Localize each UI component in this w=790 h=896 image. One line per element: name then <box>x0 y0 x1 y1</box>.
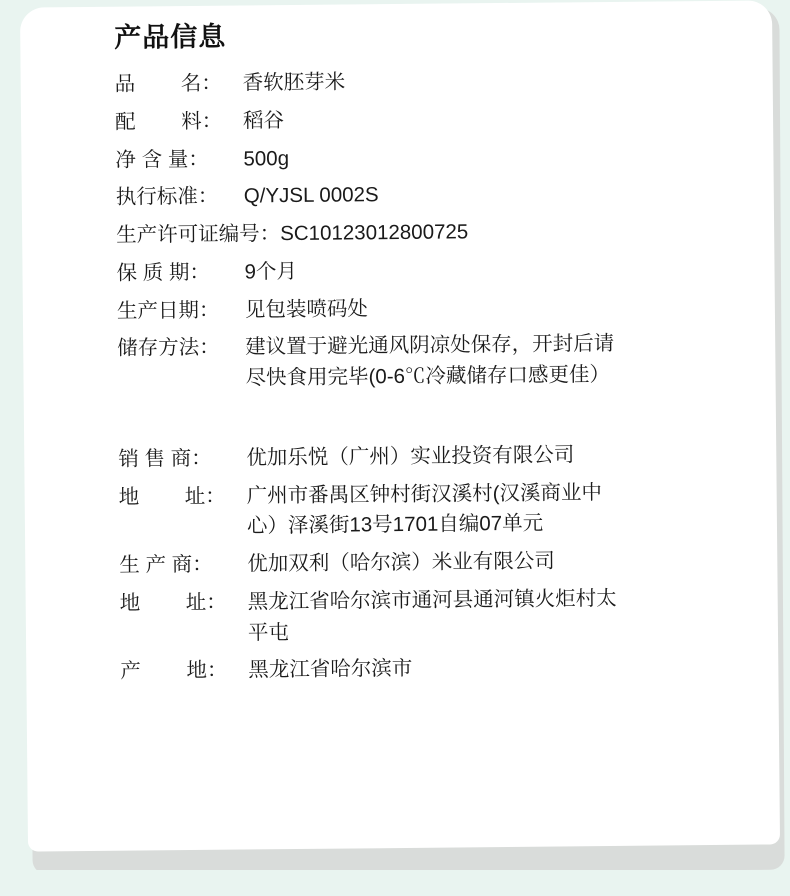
spec-label: 保 质 期： <box>116 260 211 285</box>
spec-value: Q/YJSL 0002S <box>243 183 379 208</box>
company-info-list <box>118 439 720 688</box>
card-inner <box>20 0 780 851</box>
spec-label: 净 含 量： <box>115 147 209 172</box>
company-label: 产 地： <box>120 659 228 684</box>
company-value <box>247 477 720 543</box>
page-title: 产品信息 <box>114 21 227 53</box>
spec-label: 储存方法： <box>117 336 220 361</box>
spec-row-standard <box>116 177 716 214</box>
spec-row-storage <box>117 328 718 395</box>
spec-value: 9个月 <box>244 259 298 284</box>
company-label: 生 产 商： <box>119 552 213 577</box>
spec-row-license-number <box>116 215 716 252</box>
company-value-line2: 平屯 <box>247 620 290 645</box>
company-value: 优加双利（哈尔滨）米业有限公司 <box>247 549 555 576</box>
spec-row-production-date <box>117 291 717 328</box>
company-row-distributor <box>118 439 718 476</box>
company-value-line1: 广州市番禺区钟村街汉溪村(汉溪商业中 <box>246 480 603 508</box>
company-value-line1: 黑龙江省哈尔滨市通河县通河镇火炬村太 <box>247 586 617 614</box>
spec-label: 品 名： <box>114 71 222 96</box>
company-row-distributor-address <box>119 477 720 544</box>
spec-label: 执行标准： <box>115 185 219 210</box>
spec-row-shelf-life <box>116 253 716 290</box>
company-value: 优加乐悦（广州）实业投资有限公司 <box>246 443 575 470</box>
company-label: 地 址： <box>118 484 226 509</box>
spec-value-line1: 建议置于避光通风阴凉处保存，开封后请 <box>245 332 615 359</box>
section-spacer <box>118 397 718 445</box>
card-content <box>114 15 720 695</box>
spec-label: 生产日期： <box>116 298 220 323</box>
spec-value: 香软胚芽米 <box>242 70 346 95</box>
spec-value: 见包装喷码处 <box>244 296 368 322</box>
product-info-card <box>20 0 780 851</box>
company-value <box>248 583 721 649</box>
spec-label: 生产许可证编号： <box>116 222 281 247</box>
company-value-line2: 心）泽溪街13号1701自编07单元 <box>246 511 544 538</box>
company-label: 销 售 商： <box>118 446 212 471</box>
spec-value: 稻谷 <box>242 108 285 133</box>
company-row-manufacturer-address <box>120 583 721 650</box>
product-spec-list <box>115 64 718 395</box>
company-row-manufacturer <box>119 545 719 582</box>
spec-value <box>245 328 718 394</box>
spec-row-net-weight <box>115 140 715 177</box>
company-label: 地 址： <box>119 590 227 615</box>
spec-row-product-name <box>115 64 715 101</box>
spec-row-ingredients <box>115 102 715 139</box>
spec-label: 配 料： <box>114 109 223 134</box>
company-value: 黑龙江省哈尔滨市 <box>248 657 413 682</box>
spec-value-line2: 尽快食用完毕(0-6℃冷藏储存口感更佳） <box>245 363 611 390</box>
spec-value: 500g <box>243 146 290 171</box>
company-row-origin <box>120 651 720 688</box>
spec-value: SC10123012800725 <box>280 220 469 246</box>
page-bottom-background <box>0 870 790 896</box>
